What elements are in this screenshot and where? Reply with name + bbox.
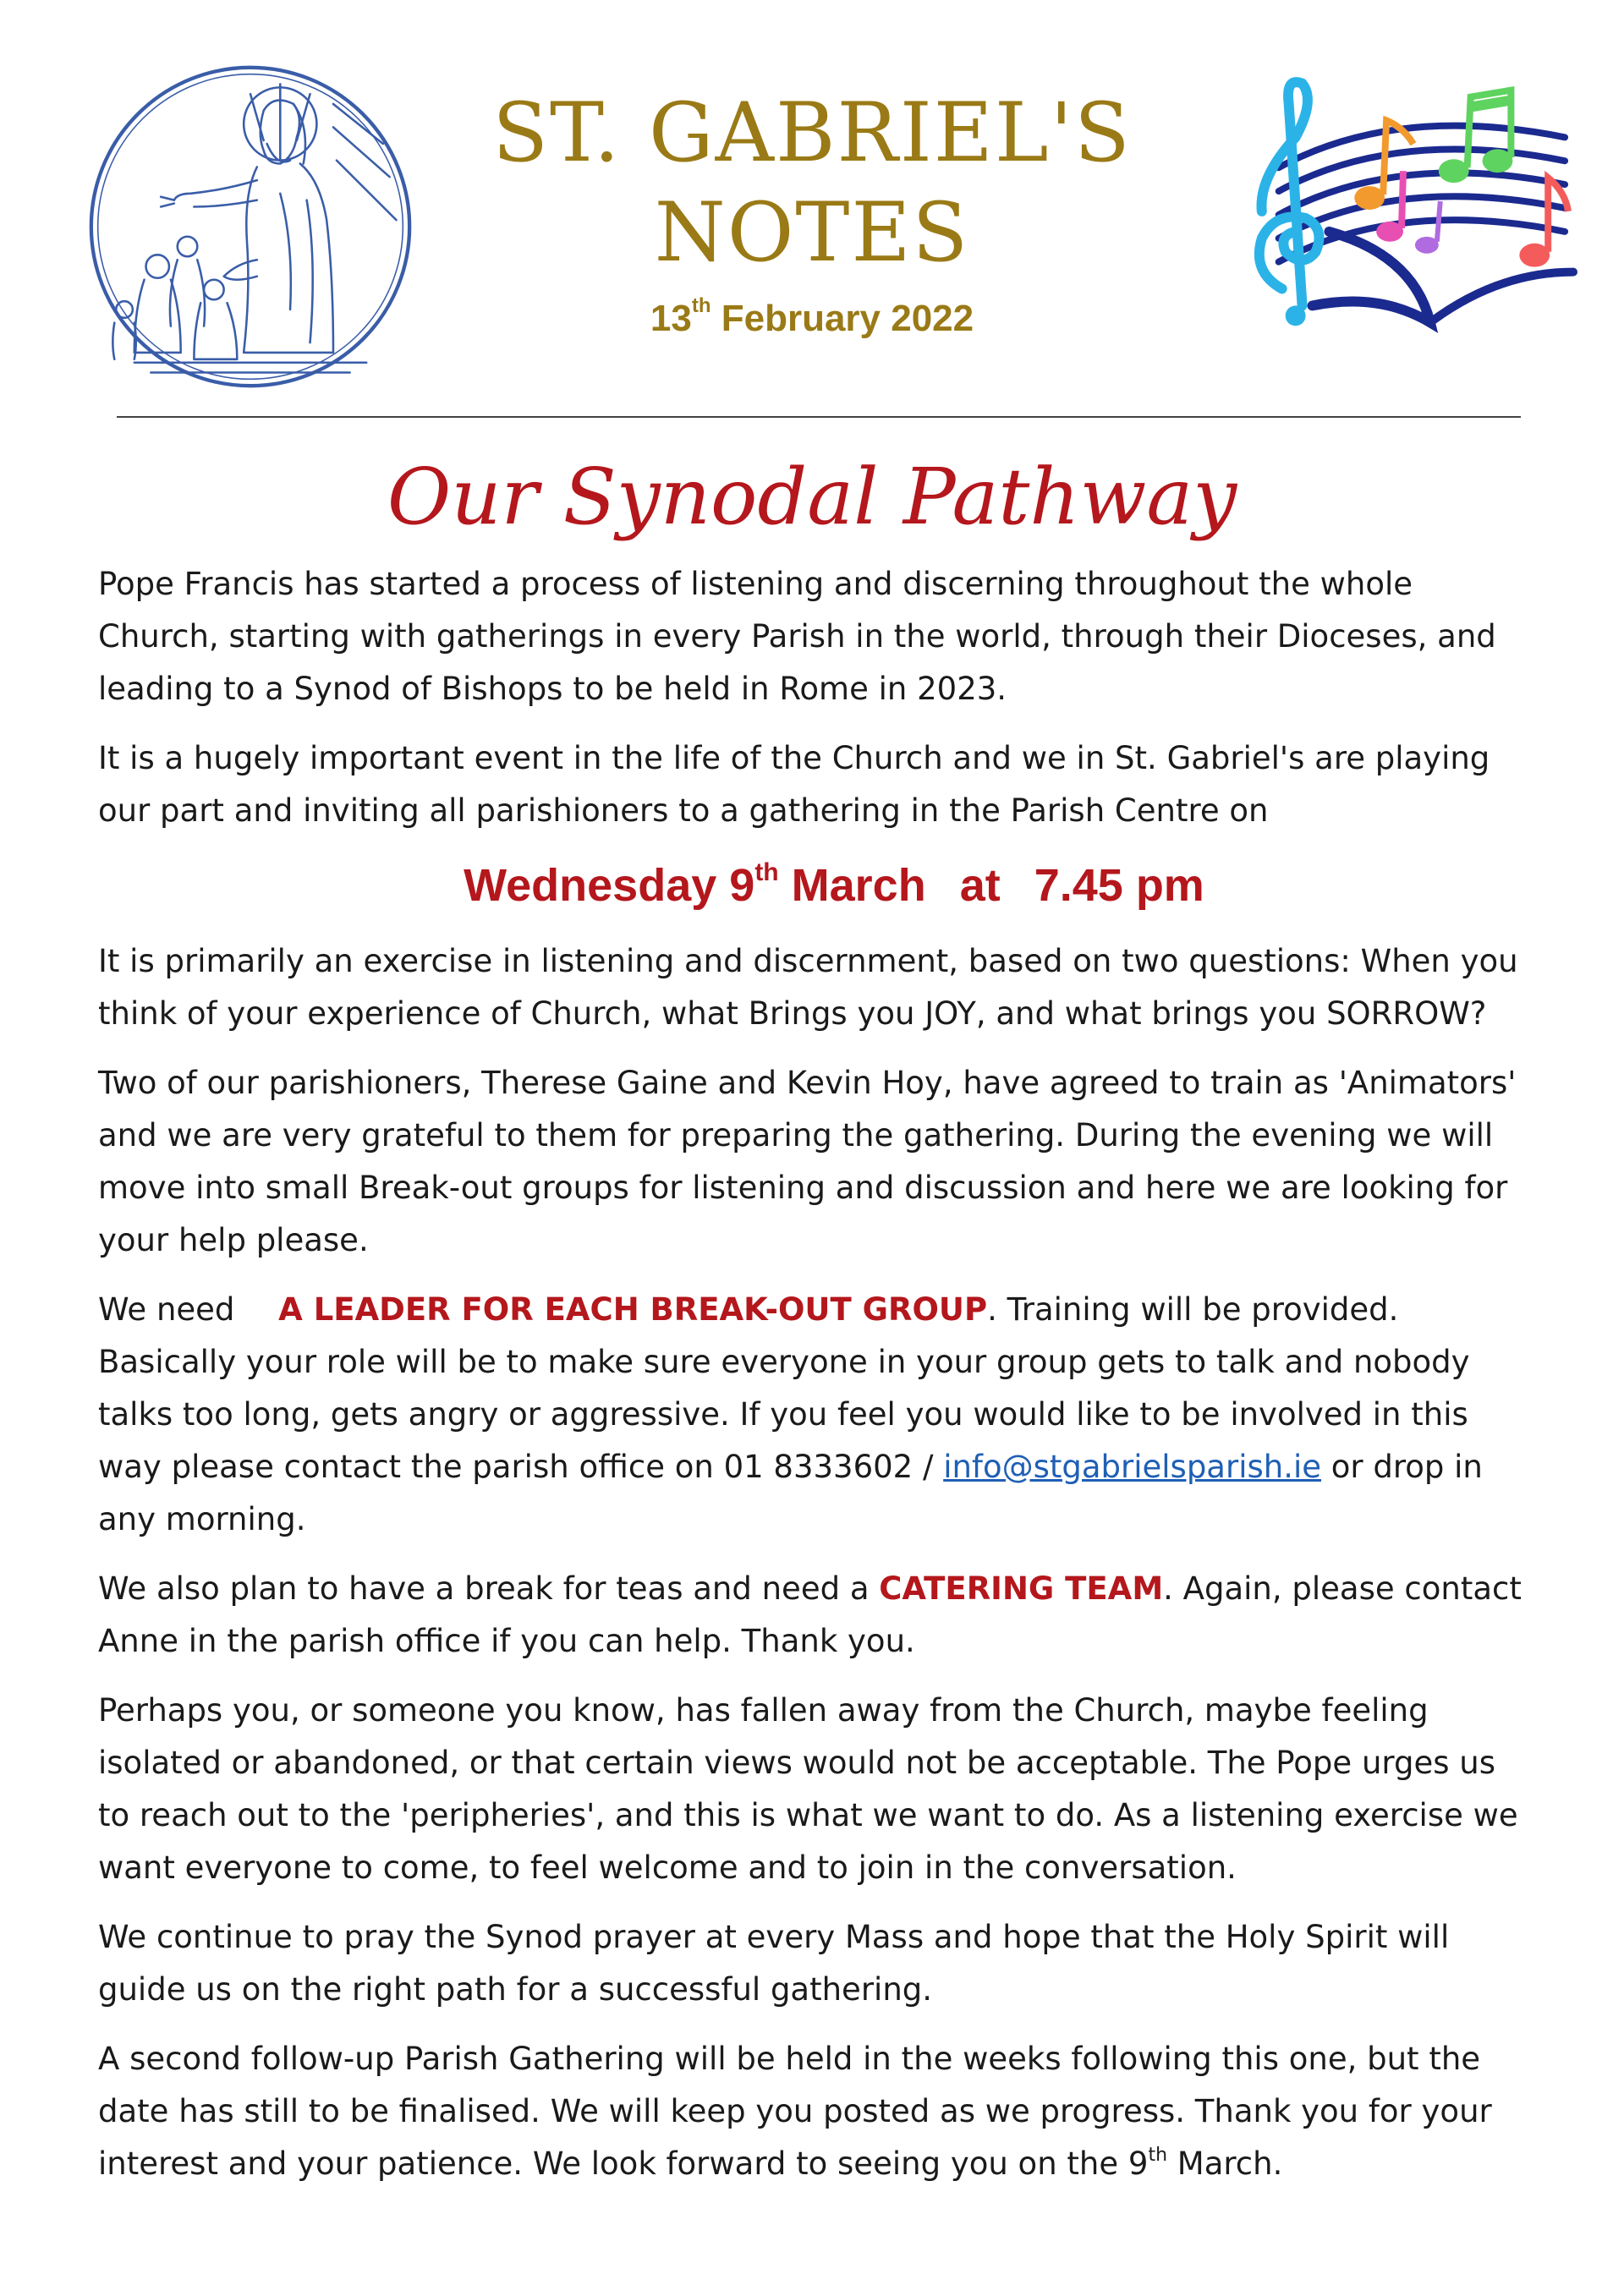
article-body	[98, 558, 1536, 2207]
catering-intro: We also plan to have a break for teas and need a	[98, 1570, 880, 1607]
catering-highlight: CATERING TEAM	[879, 1570, 1164, 1607]
parish-email-link[interactable]: info@stgabrielsparish.ie	[943, 1449, 1322, 1485]
event-month: March	[791, 860, 926, 911]
title-line-2: NOTES	[654, 185, 970, 280]
paragraph-intro: Pope Francis has started a process of listening and discerning throughout the whole Church, starting with gatherings in every Parish in the world, through their Dioceses, and leading to a Synod of Bishops to be held in Rome in 2023.	[98, 566, 1496, 707]
leaders-outro: or drop in any morning.	[98, 1449, 1483, 1537]
leaders-highlight: A LEADER FOR EACH BREAK-OUT GROUP	[278, 1291, 988, 1328]
paragraph-catering	[98, 1563, 1536, 1668]
paragraph-animators: Two of our parishioners, Therese Gaine and Kevin Hoy, have agreed to train as 'Animators' and we are very grateful to them for preparing the gathering. During the evening we will move into small Break-out groups for listening and discussion and here we are looking for your help please.	[98, 1065, 1517, 1258]
issue-date-suffix: th	[691, 294, 711, 317]
catering-outro: . Again, please contact Anne in the parish office if you can help. Thank you.	[98, 1570, 1522, 1659]
event-date-time	[98, 854, 1536, 917]
header-divider	[117, 416, 1521, 418]
paragraph-prayer: We continue to pray the Synod prayer at every Mass and hope that the Holy Spirit will guide us on the right path for a successful gathering.	[98, 1919, 1450, 2008]
leaders-intro: We need	[98, 1291, 245, 1328]
article-headline: Our Synodal Pathway	[387, 452, 1237, 542]
leaders-details: . Training will be provided. Basically your role will be to make sure everyone in your group gets to talk and nobody talks too long, gets angry or aggressive. If you feel you would like to be involved in this way please contact the parish office on 01 8333602 /	[98, 1291, 1470, 1485]
issue-date	[474, 294, 1150, 340]
issue-date-rest: February 2022	[721, 298, 974, 339]
paragraph-invitation: It is a hugely important event in the life of the Church and we in St. Gabriel's are playing our part and inviting all parishioners to a gathering in the Parish Centre on	[98, 740, 1490, 829]
follow-up-text: A second follow-up Parish Gathering will be held in the weeks following this one, but the date has still to be finalised. We will keep you posted as we progress. Thank you for your interest and your patience. We look forward to seeing you on the 9	[98, 2041, 1492, 2182]
jesus-teaching-icon	[85, 61, 416, 392]
issue-date-day: 13	[650, 298, 692, 339]
follow-up-end: March.	[1167, 2145, 1283, 2182]
title-line-1: ST. GABRIEL'S	[492, 85, 1132, 180]
follow-up-suffix: th	[1148, 2145, 1168, 2166]
paragraph-follow-up	[98, 2033, 1536, 2190]
event-day: Wednesday 9	[464, 860, 755, 911]
event-at: at	[959, 860, 1001, 911]
paragraph-questions: It is primarily an exercise in listening and discernment, based on two questions: When you think of your experience of Church, what Brings you JOY, and what brings you SORROW?	[98, 943, 1518, 1032]
event-day-suffix: th	[754, 858, 779, 886]
music-staff-icon	[1228, 69, 1582, 340]
event-time: 7.45 pm	[1034, 860, 1204, 911]
newsletter-title	[406, 83, 1218, 282]
paragraph-outreach: Perhaps you, or someone you know, has fallen away from the Church, maybe feeling isolated or abandoned, or that certain views would not be acceptable. The Pope urges us to reach out to the 'peripheries', and this is what we want to do. As a listening exercise we want everyone to come, to feel welcome and to join in the conversation.	[98, 1692, 1518, 1886]
paragraph-leaders	[98, 1284, 1536, 1546]
